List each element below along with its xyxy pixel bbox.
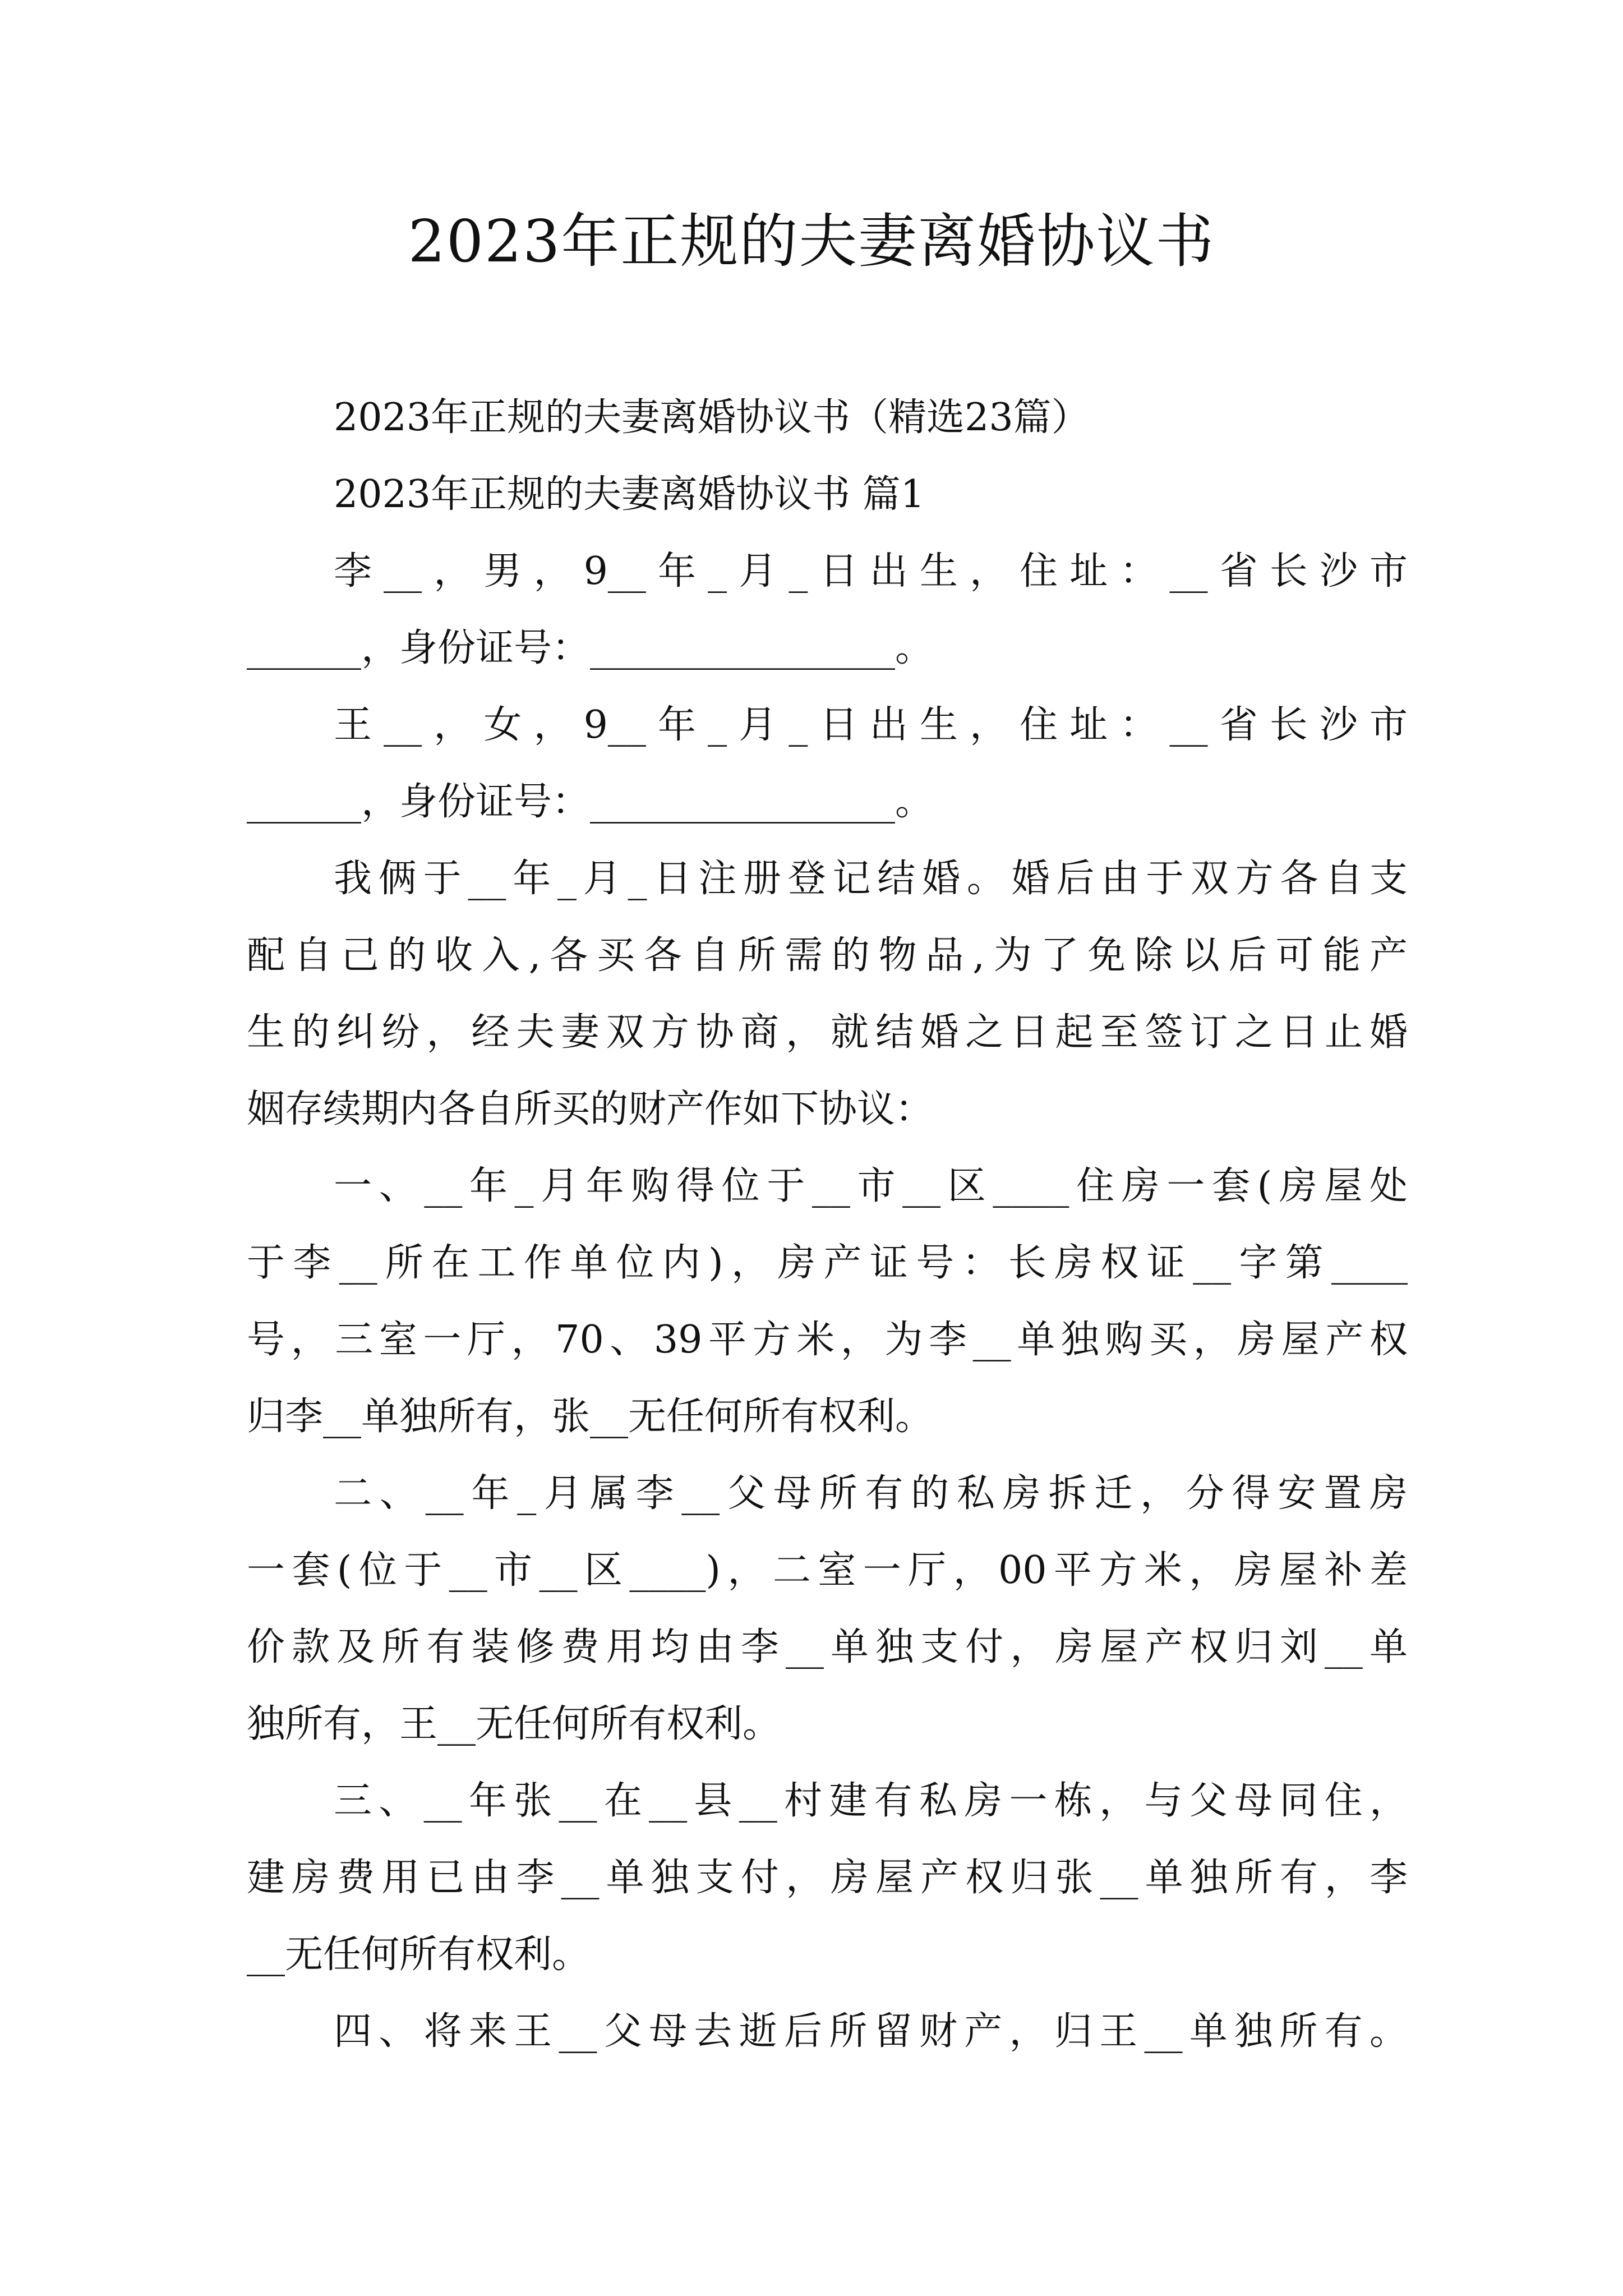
text-line: 建房费用已由李__单独支付，房屋产权归张__单独所有，李: [247, 1856, 1408, 1900]
text-line: __无任何所有权利。: [247, 1932, 591, 1977]
text-line: ______，身份证号：________________。: [247, 780, 934, 824]
text-line: 生的纠纷，经夫妻双方协商，就结婚之日起至签订之日止婚: [247, 1010, 1408, 1055]
document-title: 2023年正规的夫妻离婚协议书: [408, 207, 1215, 275]
text-line: 配自己的收入,各买各自所需的物品,为了免除以后可能产: [247, 933, 1408, 978]
text-line: ______，身份证号：________________。: [247, 626, 934, 670]
text-line: 四、将来王__父母去逝后所留财产，归王__单独所有。: [334, 2009, 1408, 2054]
text-line: 姻存续期内各自所买的财产作如下协议：: [247, 1087, 934, 1131]
text-line: 王__，女，9__年_月_日出生，住址：__省长沙市: [334, 703, 1408, 747]
text-line: 于李__所在工作单位内)，房产证号：长房权证__字第____: [247, 1241, 1408, 1285]
text-line: 2023年正规的夫妻离婚协议书（精选23篇）: [334, 395, 1090, 440]
text-line: 2023年正规的夫妻离婚协议书 篇1: [334, 472, 925, 517]
text-line: 三、__年张__在__县__村建有私房一栋，与父母同住，: [334, 1779, 1408, 1823]
text-line: 归李__单独所有，张__无任何所有权利。: [247, 1395, 934, 1439]
document-body: [247, 379, 1408, 2070]
text-line: 二、__年_月属李__父母所有的私房拆迁，分得安置房: [334, 1471, 1408, 1516]
text-line: 一、__年_月年购得位于__市__区____住房一套(房屋处: [334, 1164, 1408, 1208]
text-line: 李__，男，9__年_月_日出生，住址：__省长沙市: [334, 549, 1408, 593]
text-line: 价款及所有装修费用均由李__单独支付，房屋产权归刘__单: [247, 1625, 1408, 1669]
text-line: 号，三室一厅，70、39平方米，为李__单独购买，房屋产权: [247, 1318, 1408, 1362]
text-line: 我俩于__年_月_日注册登记结婚。婚后由于双方各自支: [334, 857, 1408, 901]
text-line: 一套(位于__市__区____)，二室一厅，00平方米，房屋补差: [247, 1548, 1408, 1593]
text-line: 独所有，王__无任何所有权利。: [247, 1702, 781, 1746]
